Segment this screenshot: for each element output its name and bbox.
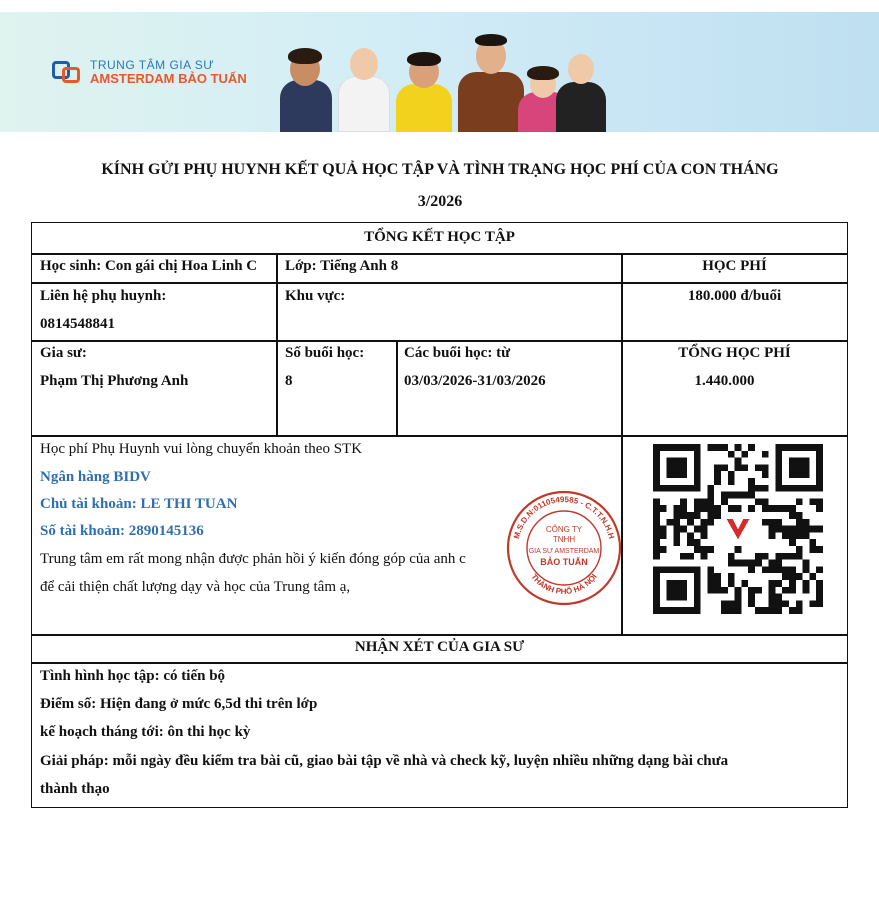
payment-intro: Học phí Phụ Huynh vui lòng chuyển khoản theo STK — [40, 441, 363, 457]
feedback-line-1: Trung tâm em rất mong nhận được phản hồi ý kiến đóng góp của anh c — [40, 551, 466, 567]
comment-score: Điểm số: Hiện đang ở mức 6,5d thi trên lớp — [40, 696, 318, 712]
total-fee-value: 1.440.000 — [694, 373, 755, 389]
comment-solution-line-1: Giải pháp: mỗi ngày đều kiểm tra bài cũ, giao bài tập về nhà và check kỹ, luyện nhiều những dạng bài chưa — [40, 753, 729, 769]
area-label: Khu vực: — [285, 288, 346, 304]
sessions-label: Số buổi học: — [285, 345, 365, 361]
account-owner: Chủ tài khoản: LE THI TUAN — [40, 496, 238, 512]
tutor-name: Phạm Thị Phương Anh — [40, 373, 189, 389]
summary-header: TỔNG KẾT HỌC TẬP — [364, 229, 515, 245]
stamp-line-2: TNHH — [552, 535, 576, 544]
fee-value: 180.000 đ/buổi — [687, 288, 782, 304]
class-name: Lớp: Tiếng Anh 8 — [285, 258, 399, 274]
feedback-line-2: để cải thiện chất lượng dạy và học của Trung tâm ạ, — [40, 579, 351, 595]
qr-center-logo — [721, 512, 755, 546]
brand — [52, 58, 247, 86]
fee-header: HỌC PHÍ — [702, 258, 767, 274]
student-name: Học sinh: Con gái chị Hoa Linh C — [40, 258, 258, 274]
stamp-line-4: BẢO TUẤN — [540, 557, 588, 567]
payment-qr-code — [653, 444, 823, 614]
brand-subtitle: TRUNG TÂM GIA SƯ — [90, 58, 215, 72]
parent-contact-label: Liên hệ phụ huynh: — [40, 288, 167, 304]
comment-status: Tình hình học tập: có tiến bộ — [40, 668, 226, 684]
dates-value: 03/03/2026-31/03/2026 — [404, 373, 546, 389]
page-title — [40, 156, 840, 216]
banner-people-photo — [270, 32, 610, 132]
title-line-1: KÍNH GỬI PHỤ HUYNH KẾT QUẢ HỌC TẬP VÀ TÌNH TRẠNG HỌC PHÍ CỦA CON THÁNG — [101, 161, 779, 178]
total-fee-label: TỔNG HỌC PHÍ — [678, 345, 791, 361]
dates-label: Các buổi học: từ — [404, 345, 511, 361]
sessions-value: 8 — [285, 373, 293, 389]
title-line-2: 3/2026 — [417, 193, 463, 210]
stamp-line-1: CÔNG TY — [545, 525, 583, 534]
brand-logo-icon — [52, 59, 82, 85]
bank-name: Ngân hàng BIDV — [40, 469, 151, 485]
tutor-label: Gia sư: — [40, 345, 87, 361]
comments-header: NHẬN XÉT CỦA GIA SƯ — [354, 639, 525, 655]
header-banner — [0, 12, 879, 132]
stamp-line-3: GIA SƯ AMSTERDAM — [528, 548, 600, 555]
stamp-city: THÀNH PHỐ HÀ NỘI — [529, 572, 599, 597]
comment-solution-line-2: thành thạo — [40, 781, 110, 797]
account-number: Số tài khoản: 2890145136 — [40, 523, 204, 539]
report-table — [31, 222, 848, 808]
stamp-ring-text: M.S.D.N:0110549585 - C.T.T.N.H.H — [511, 494, 617, 540]
comment-plan: kế hoạch tháng tới: ôn thi học kỳ — [40, 724, 251, 740]
parent-phone: 0814548841 — [40, 316, 115, 332]
brand-name: AMSTERDAM BẢO TUẤN — [90, 71, 247, 86]
company-stamp — [504, 488, 624, 608]
